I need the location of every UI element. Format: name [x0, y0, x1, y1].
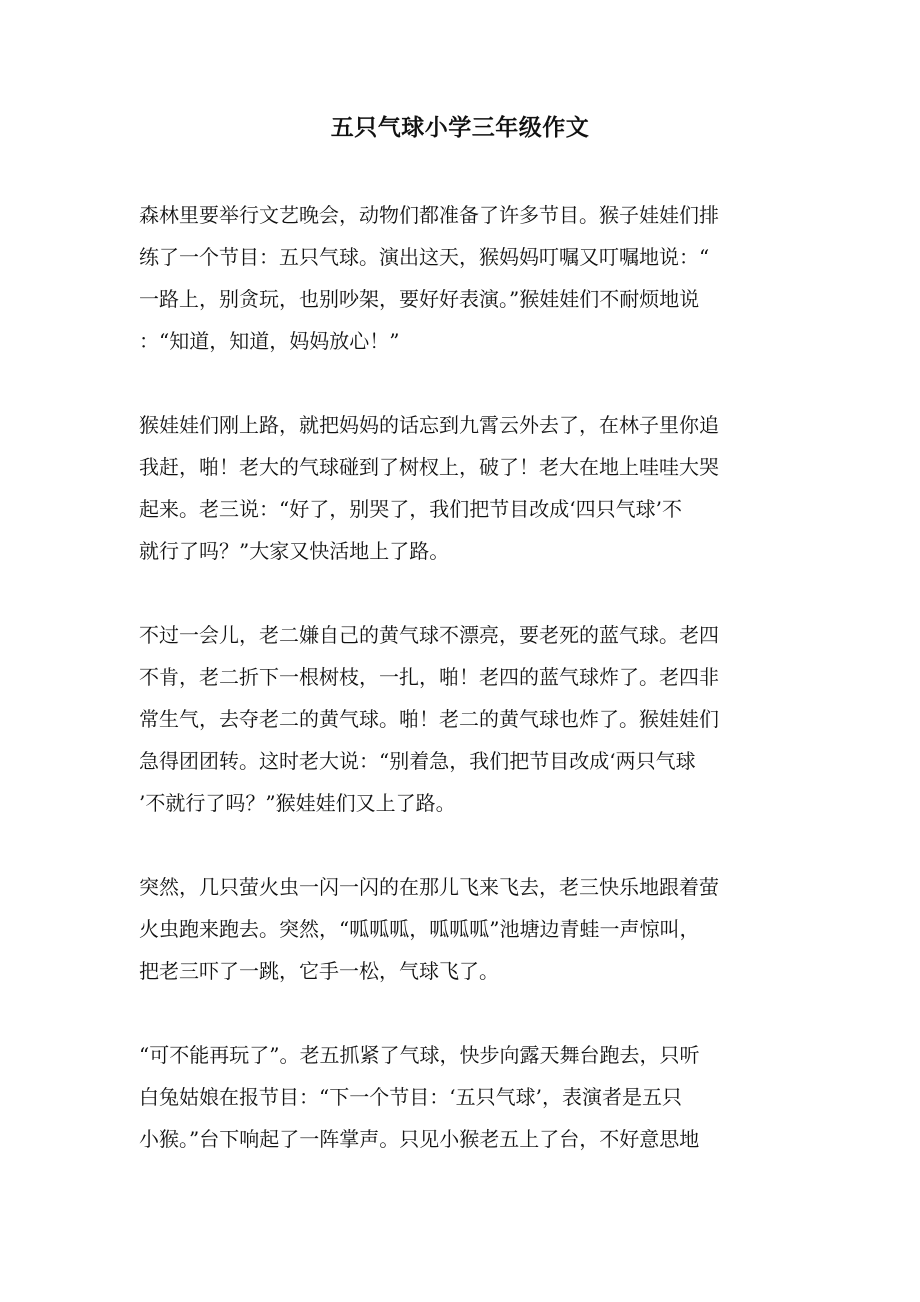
document-title: 五只气球小学三年级作文 [330, 114, 590, 141]
paragraph-2 [139, 404, 771, 572]
text-line: 不过一会儿，老二嫌自己的黄气球不漂亮，要老死的蓝气球。老四 [139, 623, 719, 647]
text-line: 练了一个节目：五只气球。演出这天，猴妈妈叮嘱又叮嘱地说：“ [139, 245, 710, 269]
paragraph-4 [139, 866, 771, 992]
text-line: ’不就行了吗？”猴娃娃们又上了路。 [139, 791, 456, 815]
text-line: 小猴。”台下响起了一阵掌声。只见小猴老五上了台，不好意思地 [139, 1127, 700, 1151]
text-line: “可不能再玩了”。老五抓紧了气球，快步向露天舞台跑去，只听 [139, 1043, 700, 1067]
paragraph-5 [139, 1034, 771, 1160]
document-body [139, 194, 771, 1202]
text-line: 不肯，老二折下一根树枝，一扎，啪！老四的蓝气球炸了。老四非 [139, 665, 719, 689]
text-line: ：“知道，知道，妈妈放心！” [139, 329, 400, 353]
text-line: 一路上，别贪玩，也别吵架，要好好表演。”猴娃娃们不耐烦地说 [139, 287, 700, 311]
text-line: 森林里要举行文艺晚会，动物们都准备了许多节目。猴子娃娃们排 [139, 203, 719, 227]
paragraph-3 [139, 614, 771, 824]
text-line: 把老三吓了一跳，它手一松，气球飞了。 [139, 959, 499, 983]
text-line: 起来。老三说：“好了，别哭了，我们把节目改成‘四只气球’不 [139, 497, 682, 521]
text-line: 急得团团转。这时老大说：“别着急，我们把节目改成‘两只气球 [139, 749, 696, 773]
text-line: 突然，几只萤火虫一闪一闪的在那儿飞来飞去，老三快乐地跟着萤 [139, 875, 719, 899]
text-line: 火虫跑来跑去。突然，“呱呱呱，呱呱呱”池塘边青蛙一声惊叫， [139, 917, 700, 941]
text-line: 我赶，啪！老大的气球碰到了树杈上，破了！老大在地上哇哇大哭 [139, 455, 719, 479]
text-line: 常生气，去夺老二的黄气球。啪！老二的黄气球也炸了。猴娃娃们 [139, 707, 719, 731]
text-line: 白兔姑娘在报节目：“下一个节目：‘五只气球’，表演者是五只 [139, 1085, 682, 1109]
text-line: 猴娃娃们刚上路，就把妈妈的话忘到九霄云外去了，在林子里你追 [139, 413, 719, 437]
paragraph-1 [139, 194, 771, 362]
text-line: 就行了吗？”大家又快活地上了路。 [139, 539, 450, 563]
